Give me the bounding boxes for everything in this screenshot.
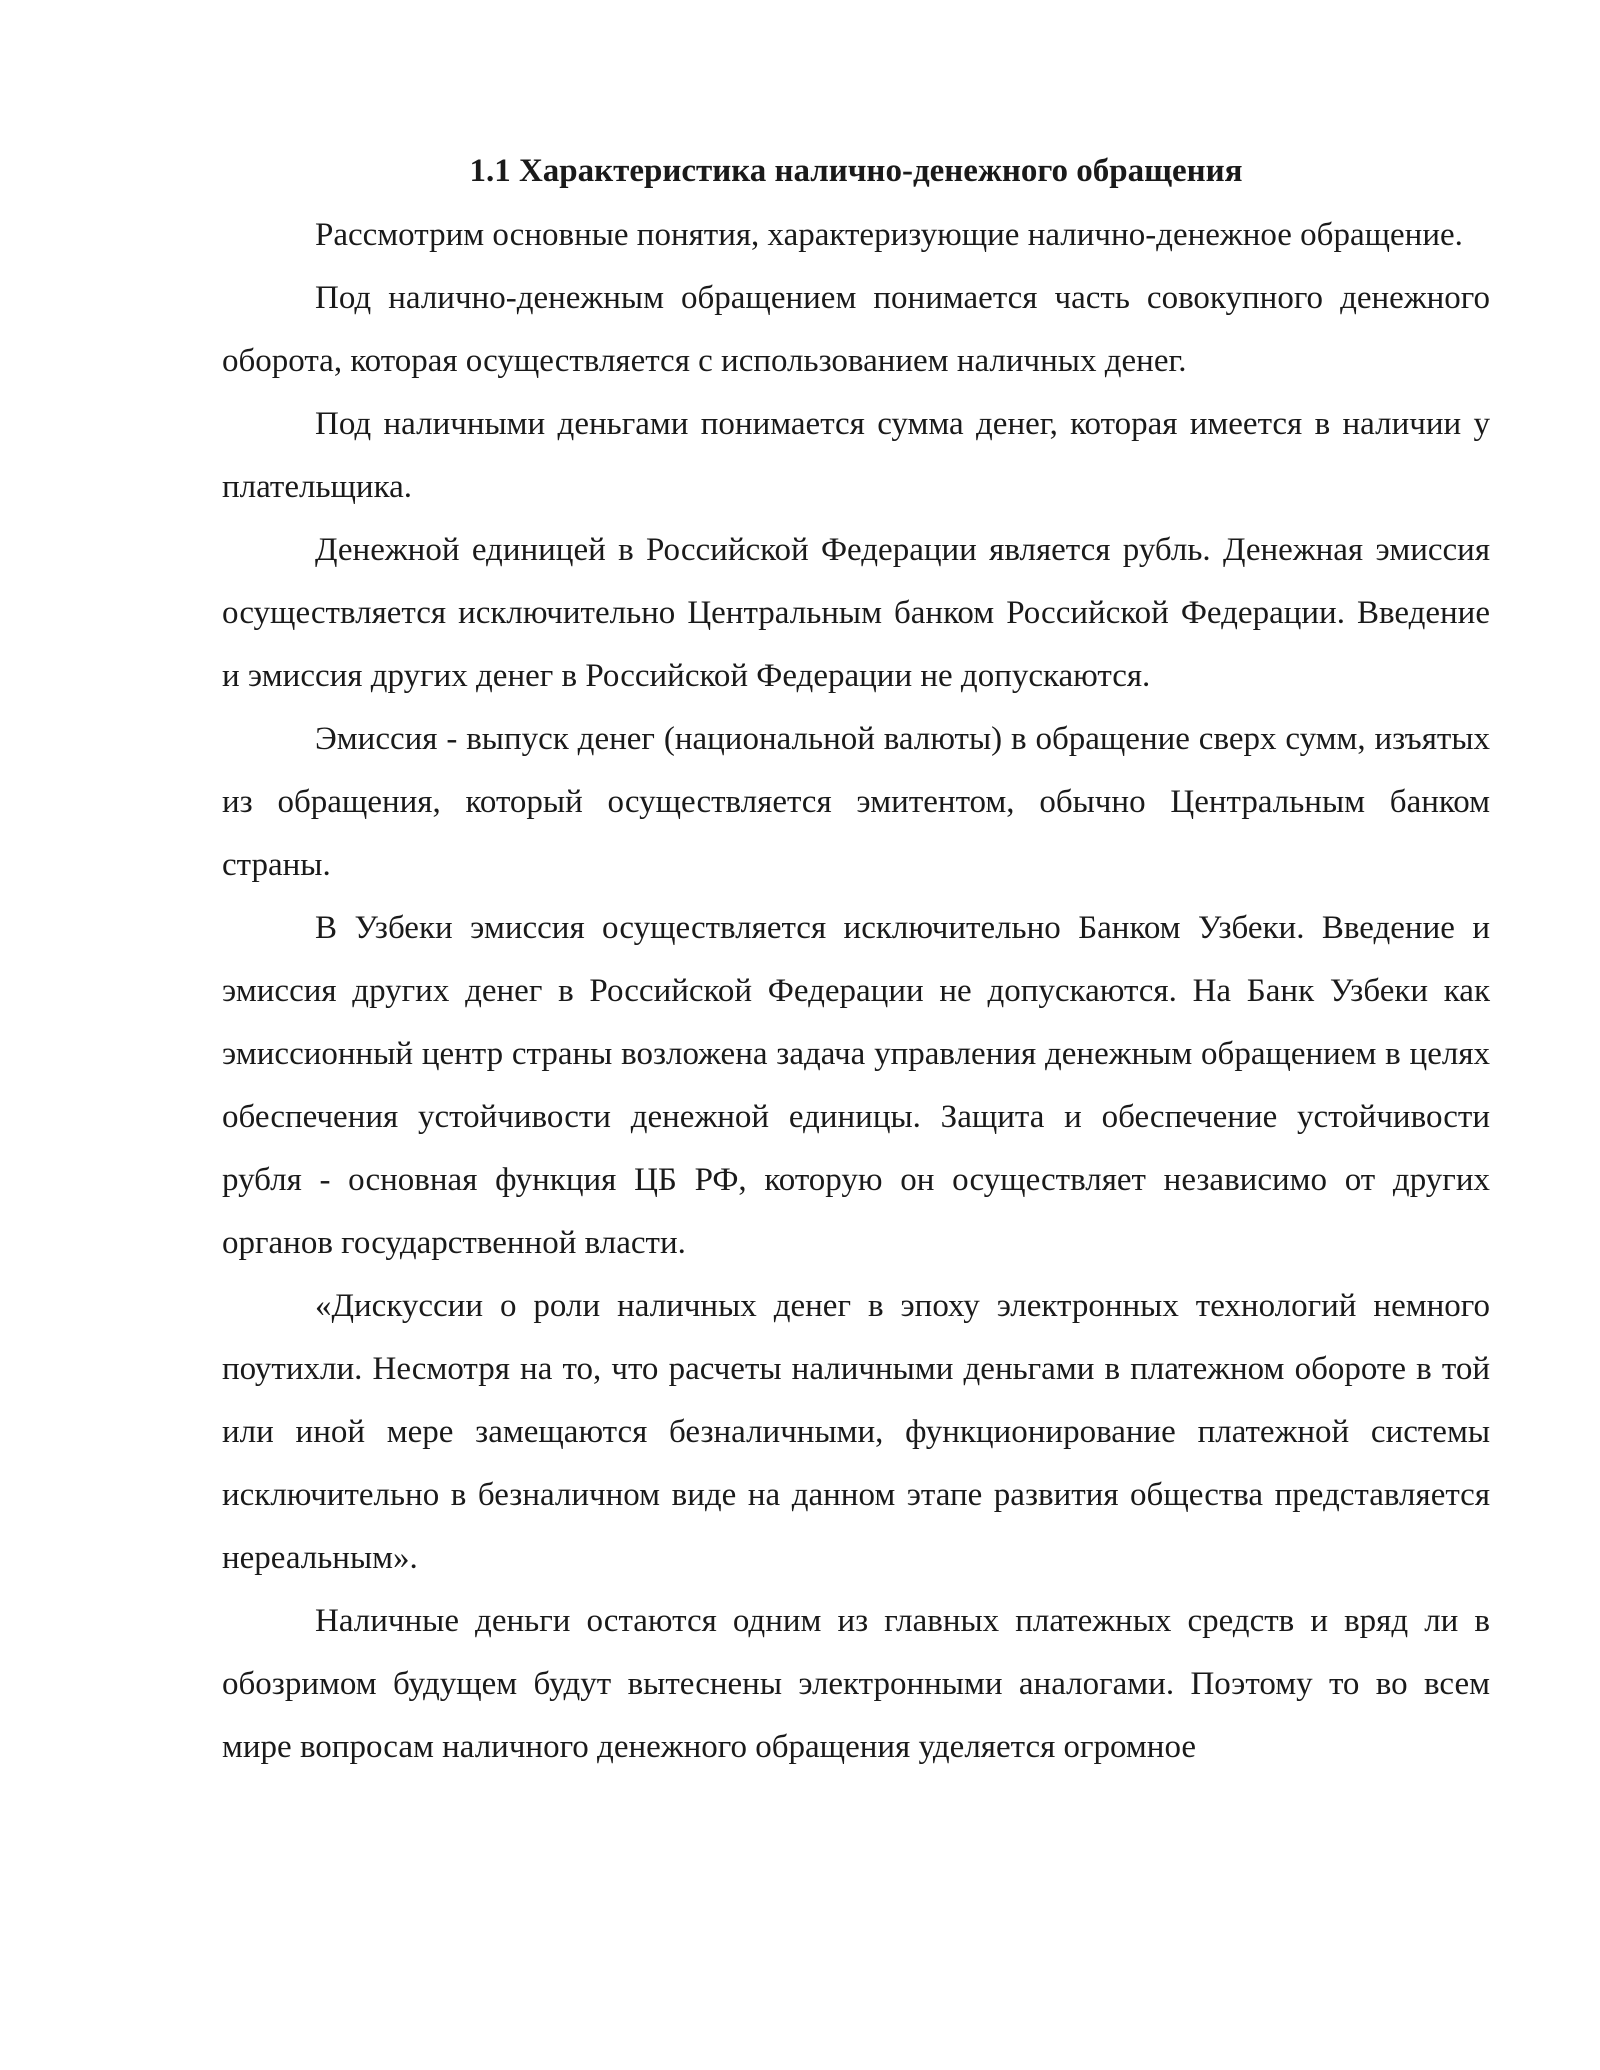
paragraph: В Узбеки эмиссия осуществляется исключительно Банком Узбеки. Введение и эмиссия других денег в Российской Федерации не допускаются. На Банк Узбеки как эмиссионный центр страны возложена задача управления денежным обращением в целях обеспечения устойчивости денежной единицы. Защита и обеспечение устойчивости рубля - основная функция ЦБ РФ, которую он осуществляет независимо от других органов государственной власти.	[222, 910, 1490, 1261]
paragraph: Под наличными деньгами понимается сумма денег, которая имеется в наличии у плательщика.	[222, 406, 1490, 505]
paragraph: «Дискуссии о роли наличных денег в эпоху электронных технологий немного поутихли. Несмотря на то, что расчеты наличными деньгами в платежном обороте в той или иной мере замещаются безналичными, функционирование платежной системы исключительно в безналичном виде на данном этапе развития общества представляется нереальным».	[222, 1288, 1490, 1576]
section-heading: 1.1 Характеристика налично-денежного обращения	[469, 153, 1243, 189]
document-body	[222, 146, 1490, 1779]
paragraph: Под налично-денежным обращением понимается часть совокупного денежного оборота, которая осуществляется с использованием наличных денег.	[222, 280, 1490, 379]
paragraph: Эмиссия - выпуск денег (национальной валюты) в обращение сверх сумм, изъятых из обращения, который осуществляется эмитентом, обычно Центральным банком страны.	[222, 721, 1490, 883]
paragraph: Денежной единицей в Российской Федерации является рубль. Денежная эмиссия осуществляется исключительно Центральным банком Российской Федерации. Введение и эмиссия других денег в Российской Федерации не допускаются.	[222, 532, 1490, 694]
paragraph: Рассмотрим основные понятия, характеризующие налично-денежное обращение.	[315, 217, 1463, 253]
paragraph: Наличные деньги остаются одним из главных платежных средств и вряд ли в обозримом будущем будут вытеснены электронными аналогами. Поэтому то во всем мире вопросам наличного денежного обращения уделяется огромное	[222, 1603, 1490, 1765]
